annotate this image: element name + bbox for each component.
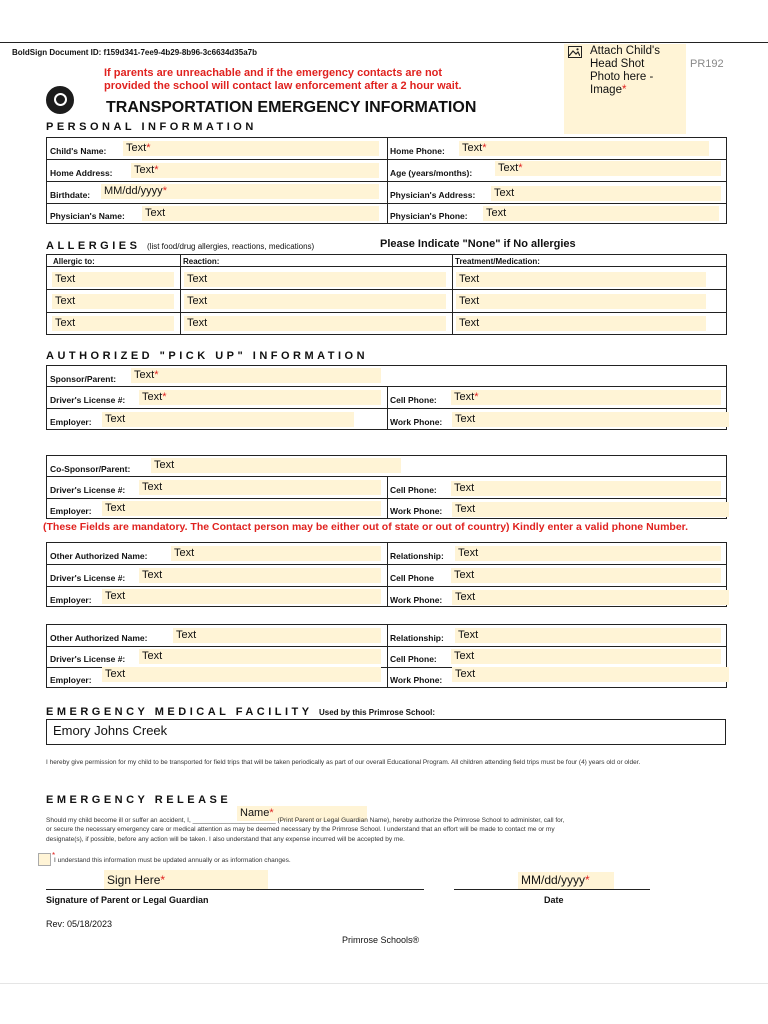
column-allergic-to: Allergic to: xyxy=(53,257,95,266)
physician-name-label: Physician's Name: xyxy=(50,211,125,221)
personal-info-table xyxy=(46,137,727,224)
allergy-3-treatment-field[interactable]: Text xyxy=(456,316,706,331)
other1-employer-label: Employer: xyxy=(50,595,92,605)
physician-address-field[interactable]: Text xyxy=(491,186,721,201)
other1-cell-label: Cell Phone xyxy=(390,573,434,583)
date-label: Date xyxy=(544,895,564,905)
other-authorized-1-table xyxy=(46,542,727,607)
allergy-2-reaction-field[interactable]: Text xyxy=(184,294,446,309)
section-allergies: ALLERGIES (list food/drug allergies, reactions, medications) xyxy=(46,240,315,252)
checkbox-required-mark: * xyxy=(52,851,56,860)
physician-address-label: Physician's Address: xyxy=(390,190,476,200)
sponsor-work-label: Work Phone: xyxy=(390,417,443,427)
birthdate-field[interactable]: MM/dd/yyyy* xyxy=(101,184,379,199)
photo-attachment-label: Attach Child's Head Shot Photo here - Image* xyxy=(590,45,660,96)
cosponsor-table xyxy=(46,455,727,519)
field-trip-permission-text: I hereby give permission for my child to be transported for field trips that will be taken periodically as part of our overall Educational Program. All children attending field trips must be four (4) years old or older. xyxy=(46,759,641,766)
guardian-name-field[interactable]: Name* xyxy=(237,806,367,821)
other1-name-field[interactable]: Text xyxy=(171,546,381,561)
other1-cell-field[interactable]: Text xyxy=(451,568,721,583)
child-name-field[interactable]: Text* xyxy=(123,141,379,156)
allergy-1-reaction-field[interactable]: Text xyxy=(184,272,446,287)
section-medical-facility: EMERGENCY MEDICAL FACILITY Used by this Primrose School: xyxy=(46,706,436,718)
warning-line-2: provided the school will contact law enforcement after a 2 hour wait. xyxy=(104,80,462,92)
allergy-3-reaction-field[interactable]: Text xyxy=(184,316,446,331)
other2-employer-label: Employer: xyxy=(50,675,92,685)
birthdate-label: Birthdate: xyxy=(50,190,91,200)
sponsor-employer-field[interactable]: Text xyxy=(102,412,354,427)
other2-work-field[interactable]: Text xyxy=(452,667,729,682)
other1-license-field[interactable]: Text xyxy=(139,568,381,583)
cosponsor-employer-label: Employer: xyxy=(50,506,92,516)
footer-brand: Primrose Schools® xyxy=(342,935,420,945)
acknowledge-checkbox[interactable] xyxy=(38,853,51,866)
home-phone-field[interactable]: Text* xyxy=(459,141,709,156)
medical-facility-field[interactable]: Emory Johns Creek xyxy=(46,719,726,745)
school-logo-icon xyxy=(46,86,74,114)
cosponsor-cell-label: Cell Phone: xyxy=(390,485,437,495)
child-name-label: Child's Name: xyxy=(50,146,107,156)
other2-license-field[interactable]: Text xyxy=(139,649,381,664)
other1-work-label: Work Phone: xyxy=(390,595,443,605)
mandatory-note: (These Fields are mandatory. The Contact person may be either out of state or out of country) Kindly enter a valid phone Number. xyxy=(43,521,689,533)
other1-work-field[interactable]: Text xyxy=(452,590,729,605)
top-divider xyxy=(0,42,768,43)
other2-cell-field[interactable]: Text xyxy=(451,649,721,664)
signature-line xyxy=(46,889,424,890)
other2-work-label: Work Phone: xyxy=(390,675,443,685)
sponsor-table xyxy=(46,365,727,430)
other2-cell-label: Cell Phone: xyxy=(390,654,437,664)
physician-phone-label: Physician's Phone: xyxy=(390,211,468,221)
allergy-1-allergic-field[interactable]: Text xyxy=(52,272,174,287)
revision-date: Rev: 05/18/2023 xyxy=(46,919,113,929)
section-emergency-release: EMERGENCY RELEASE xyxy=(46,794,232,806)
other2-license-label: Driver's License #: xyxy=(50,654,126,664)
other2-relationship-label: Relationship: xyxy=(390,633,444,643)
sponsor-license-field[interactable]: Text* xyxy=(139,390,381,405)
sponsor-field[interactable]: Text* xyxy=(131,368,381,383)
allergies-table xyxy=(46,254,727,335)
sponsor-work-field[interactable]: Text xyxy=(452,412,729,427)
allergy-2-treatment-field[interactable]: Text xyxy=(456,294,706,309)
date-line xyxy=(454,889,650,890)
acknowledge-text: I understand this information must be updated annually or as information changes. xyxy=(54,857,291,864)
cosponsor-license-field[interactable]: Text xyxy=(139,480,381,495)
home-address-label: Home Address: xyxy=(50,168,113,178)
allergy-1-treatment-field[interactable]: Text xyxy=(456,272,706,287)
signature-field[interactable]: Sign Here* xyxy=(104,870,268,890)
document-id: BoldSign Document ID: f159d341-7ee9-4b29-8b96-3c6634d35a7b xyxy=(12,48,257,57)
form-code: PR192 xyxy=(690,58,724,70)
other2-employer-field[interactable]: Text xyxy=(102,667,381,682)
home-address-field[interactable]: Text* xyxy=(131,163,379,178)
page-title: TRANSPORTATION EMERGENCY INFORMATION xyxy=(106,99,477,116)
other1-relationship-field[interactable]: Text xyxy=(455,546,721,561)
other2-name-field[interactable]: Text xyxy=(173,628,381,643)
signature-label: Signature of Parent or Legal Guardian xyxy=(46,895,209,905)
cosponsor-cell-field[interactable]: Text xyxy=(451,481,721,496)
other1-name-label: Other Authorized Name: xyxy=(50,551,148,561)
bottom-divider xyxy=(0,983,768,984)
other-authorized-2-table xyxy=(46,624,727,688)
release-text-line-2: or secure the necessary emergency care or medical attention as may be deemed necessary by the Primrose School. I understand that an effort will be made to contact me or my xyxy=(46,826,555,833)
section-personal-info: PERSONAL INFORMATION xyxy=(46,121,257,133)
other2-name-label: Other Authorized Name: xyxy=(50,633,148,643)
sponsor-license-label: Driver's License #: xyxy=(50,395,126,405)
physician-phone-field[interactable]: Text xyxy=(483,206,719,221)
sponsor-cell-field[interactable]: Text* xyxy=(451,390,721,405)
cosponsor-work-field[interactable]: Text xyxy=(452,502,729,517)
physician-name-field[interactable]: Text xyxy=(142,206,379,221)
sponsor-employer-label: Employer: xyxy=(50,417,92,427)
warning-line-1: If parents are unreachable and if the emergency contacts are not xyxy=(104,67,443,79)
other1-employer-field[interactable]: Text xyxy=(102,589,381,604)
age-field[interactable]: Text* xyxy=(495,161,721,176)
other1-relationship-label: Relationship: xyxy=(390,551,444,561)
home-phone-label: Home Phone: xyxy=(390,146,445,156)
allergies-none-note: Please Indicate "None" if No allergies xyxy=(380,238,576,250)
age-label: Age (years/months): xyxy=(390,168,473,178)
cosponsor-work-label: Work Phone: xyxy=(390,506,443,516)
other2-relationship-field[interactable]: Text xyxy=(455,628,721,643)
allergy-3-allergic-field[interactable]: Text xyxy=(52,316,174,331)
signature-date-field[interactable]: MM/dd/yyyy* xyxy=(518,872,614,889)
other1-license-label: Driver's License #: xyxy=(50,573,126,583)
cosponsor-label: Co-Sponsor/Parent: xyxy=(50,464,131,474)
cosponsor-employer-field[interactable]: Text xyxy=(102,501,381,516)
release-text-line-1: Should my child become ill or suffer an accident, I, _______________________ (Print Parent or Legal Guardian Name), hereby authorize the Primrose School to administer, call for, xyxy=(46,817,565,824)
cosponsor-field[interactable]: Text xyxy=(151,458,401,473)
sponsor-label: Sponsor/Parent: xyxy=(50,374,117,384)
release-text-line-3: designate(s), if possible, before any action will be taken. I also understand that any expense incurred will be accepted by me. xyxy=(46,836,405,843)
allergy-2-allergic-field[interactable]: Text xyxy=(52,294,174,309)
cosponsor-license-label: Driver's License #: xyxy=(50,485,126,495)
column-reaction: Reaction: xyxy=(183,257,220,266)
sponsor-cell-label: Cell Phone: xyxy=(390,395,437,405)
warning-text xyxy=(104,67,462,93)
column-treatment: Treatment/Medication: xyxy=(455,257,540,266)
section-pickup-info: AUTHORIZED "PICK UP" INFORMATION xyxy=(46,350,369,362)
image-icon xyxy=(568,46,582,58)
